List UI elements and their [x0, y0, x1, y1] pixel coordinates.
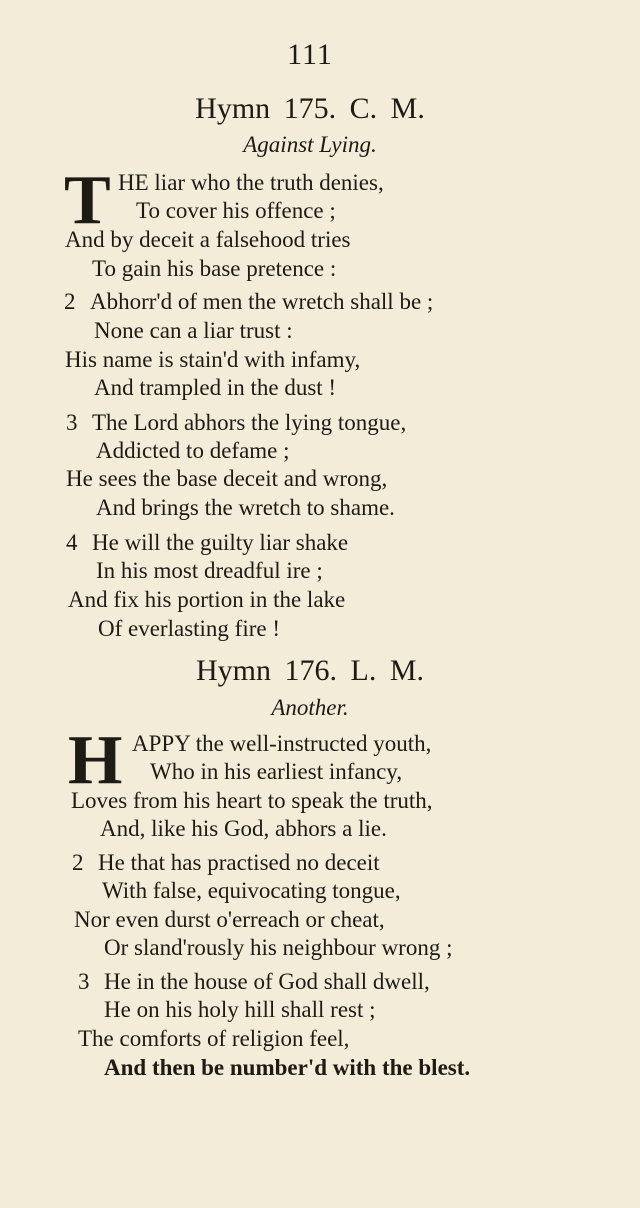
verse-line: The comforts of religion feel,	[78, 1026, 350, 1051]
verse-line: He on his holy hill shall rest ;	[104, 997, 376, 1022]
drop-cap-letter: H	[68, 722, 123, 799]
stanza-number: 2	[64, 289, 76, 314]
verse-line: Of everlasting fire !	[98, 616, 281, 641]
verse-line: And fix his portion in the lake	[68, 587, 346, 612]
page-number: 111	[287, 38, 333, 71]
hymn-subtitle: Against Lying.	[243, 132, 377, 157]
hymn-subtitle: Another.	[271, 695, 349, 720]
verse-line: And brings the wretch to shame.	[96, 495, 395, 520]
hymn-title: Hymn 176. L. M.	[196, 654, 424, 687]
verse-line: APPY the well-instructed youth,	[132, 731, 432, 756]
stanza-line-numbered	[66, 411, 406, 434]
stanza-number: 2	[72, 850, 84, 875]
stanza-number: 3	[66, 410, 78, 435]
verse-line: Who in his earliest infancy,	[150, 759, 403, 784]
stanza-line-numbered	[66, 531, 348, 554]
verse-line: To gain his base pretence :	[92, 256, 337, 281]
stanza-line-numbered	[72, 851, 380, 874]
verse-line: Loves from his heart to speak the truth,	[71, 788, 433, 813]
stanza-number: 4	[66, 530, 78, 555]
verse-line: He that has practised no deceit	[98, 850, 380, 875]
verse-line: The Lord abhors the lying tongue,	[92, 410, 407, 435]
verse-line: In his most dreadful ire ;	[96, 558, 323, 583]
stanza-line-numbered	[64, 290, 433, 313]
verse-line: He will the guilty liar shake	[92, 530, 349, 555]
verse-line: Nor even durst o'erreach or cheat,	[74, 907, 385, 932]
hymn-title: Hymn 175. C. M.	[195, 92, 425, 125]
stanza-line-numbered	[78, 970, 430, 993]
verse-line: He in the house of God shall dwell,	[104, 969, 430, 994]
verse-line: None can a liar trust :	[94, 318, 293, 343]
verse-line: And then be number'd with the blest.	[104, 1055, 471, 1080]
verse-line: Addicted to defame ;	[96, 438, 290, 463]
verse-line: And trampled in the dust !	[94, 375, 337, 400]
drop-cap-letter: T	[64, 162, 111, 239]
verse-line: To cover his offence ;	[136, 198, 336, 223]
verse-line: He sees the base deceit and wrong,	[66, 466, 388, 491]
verse-line: Abhorr'd of men the wretch shall be ;	[90, 289, 434, 314]
verse-line: His name is stain'd with infamy,	[65, 347, 361, 372]
verse-line: Or sland'rously his neighbour wrong ;	[104, 935, 453, 960]
stanza-number: 3	[78, 969, 90, 994]
verse-line: HE liar who the truth denies,	[118, 170, 384, 195]
verse-line: And by deceit a falsehood tries	[65, 227, 351, 252]
verse-line: With false, equivocating tongue,	[102, 878, 401, 903]
verse-line: And, like his God, abhors a lie.	[100, 816, 387, 841]
